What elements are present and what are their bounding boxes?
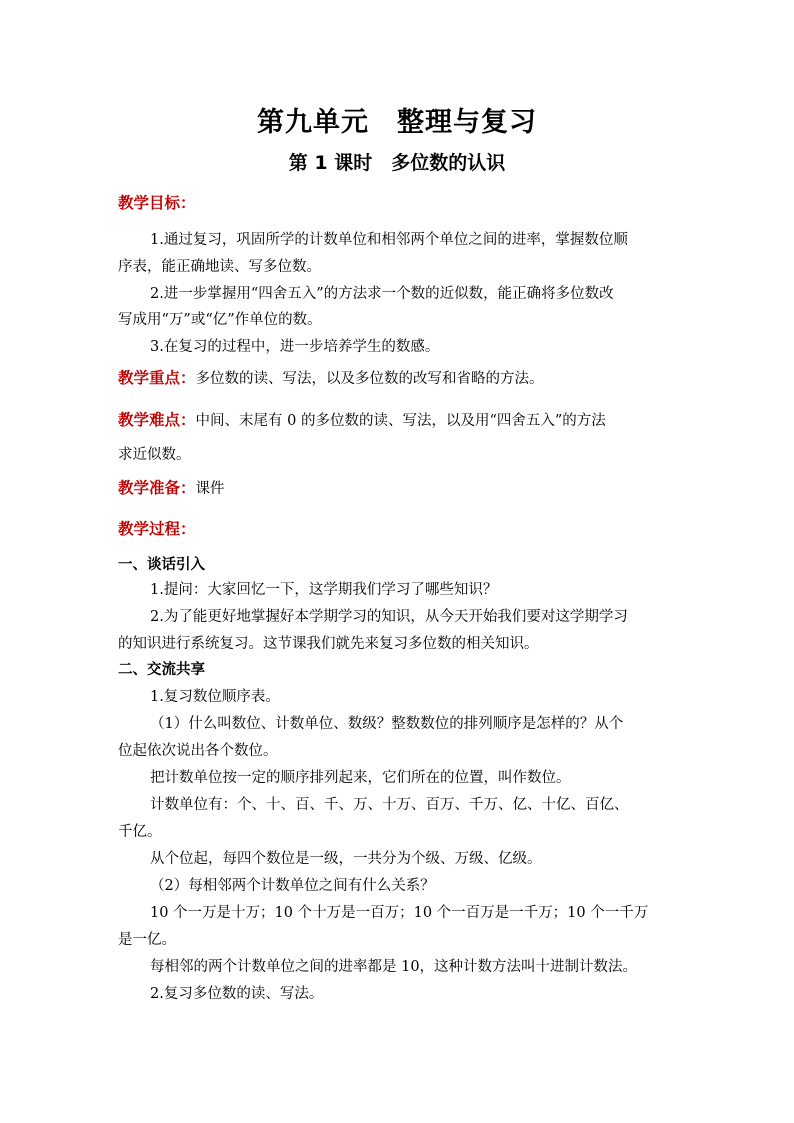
answer-5: 每相邻的两个计数单位之间的进率都是 10，这种计数方法叫十进制计数法。 (150, 959, 638, 975)
question-1-line-2: 位起依次说出各个数位。 (118, 743, 278, 759)
section-1-paragraph-2-line-1: 2.为了能更好地掌握好本学期学习的知识，从今天开始我们要对这学期学习 (150, 609, 628, 625)
objective-2-line-1: 2.进一步掌握用“四舍五入”的方法求一个数的近似数，能正确将多位数改 (150, 286, 614, 302)
section-2-paragraph-2: 2.复习多位数的读、写法。 (150, 986, 324, 1002)
section-2-heading: 二、交流共享 (118, 662, 205, 678)
answer-4-line-1: 10 个一万是十万；10 个十万是一百万；10 个一百万是一千万；10 个一千万 (150, 905, 649, 921)
question-1-line-1: （1）什么叫数位、计数单位、数级？整数数位的排列顺序是怎样的？从个 (150, 716, 624, 732)
answer-2-line-1: 计数单位有：个、十、百、千、万、十万、百万、千万、亿、十亿、百亿、 (150, 797, 629, 813)
question-2: （2）每相邻两个计数单位之间有什么关系？ (150, 878, 435, 894)
section-1-paragraph-1: 1.提问：大家回忆一下，这学期我们学习了哪些知识？ (150, 582, 498, 598)
process-heading: 教学过程： (118, 520, 196, 538)
answer-1: 把计数单位按一定的顺序排列起来，它们所在的位置，叫作数位。 (150, 770, 571, 786)
difficulties-heading: 教学难点： (118, 411, 196, 429)
answer-3: 从个位起，每四个数位是一级，一共分为个级、万级、亿级。 (150, 851, 542, 867)
lesson-subtitle: 第 1 课时 多位数的认识 (288, 152, 506, 174)
answer-2-line-2: 千亿。 (118, 824, 162, 840)
difficulties-row (118, 410, 678, 431)
objective-2-line-2: 写成用“万”或“亿”作单位的数。 (118, 312, 322, 328)
difficulties-text-line-2: 求近似数。 (118, 447, 191, 463)
key-points-row (118, 368, 678, 389)
section-2-paragraph-1: 1.复习数位顺序表。 (150, 689, 280, 705)
unit-title: 第九单元 整理与复习 (257, 107, 537, 138)
objective-1-line-1: 1.通过复习，巩固所学的计数单位和相邻两个单位之间的进率，掌握数位顺 (150, 232, 628, 248)
answer-4-line-2: 是一亿。 (118, 932, 176, 948)
key-points-text: 多位数的读、写法，以及多位数的改写和省略的方法。 (195, 371, 544, 387)
preparation-text: 课件 (195, 481, 225, 497)
section-1-heading: 一、谈话引入 (118, 557, 205, 573)
section-1-paragraph-2-line-2: 的知识进行系统复习。这节课我们就先来复习多位数的相关知识。 (118, 636, 539, 652)
objective-1-line-2: 序表，能正确地读、写多位数。 (118, 259, 321, 275)
objective-3: 3.在复习的过程中，进一步培养学生的数感。 (150, 339, 440, 355)
key-points-heading: 教学重点： (118, 369, 196, 387)
preparation-row (118, 478, 678, 499)
difficulties-text-line-1: 中间、末尾有 0 的多位数的读、写法，以及用“四舍五入”的方法 (195, 413, 606, 429)
preparation-heading: 教学准备： (118, 479, 196, 497)
objectives-heading: 教学目标： (118, 194, 196, 212)
